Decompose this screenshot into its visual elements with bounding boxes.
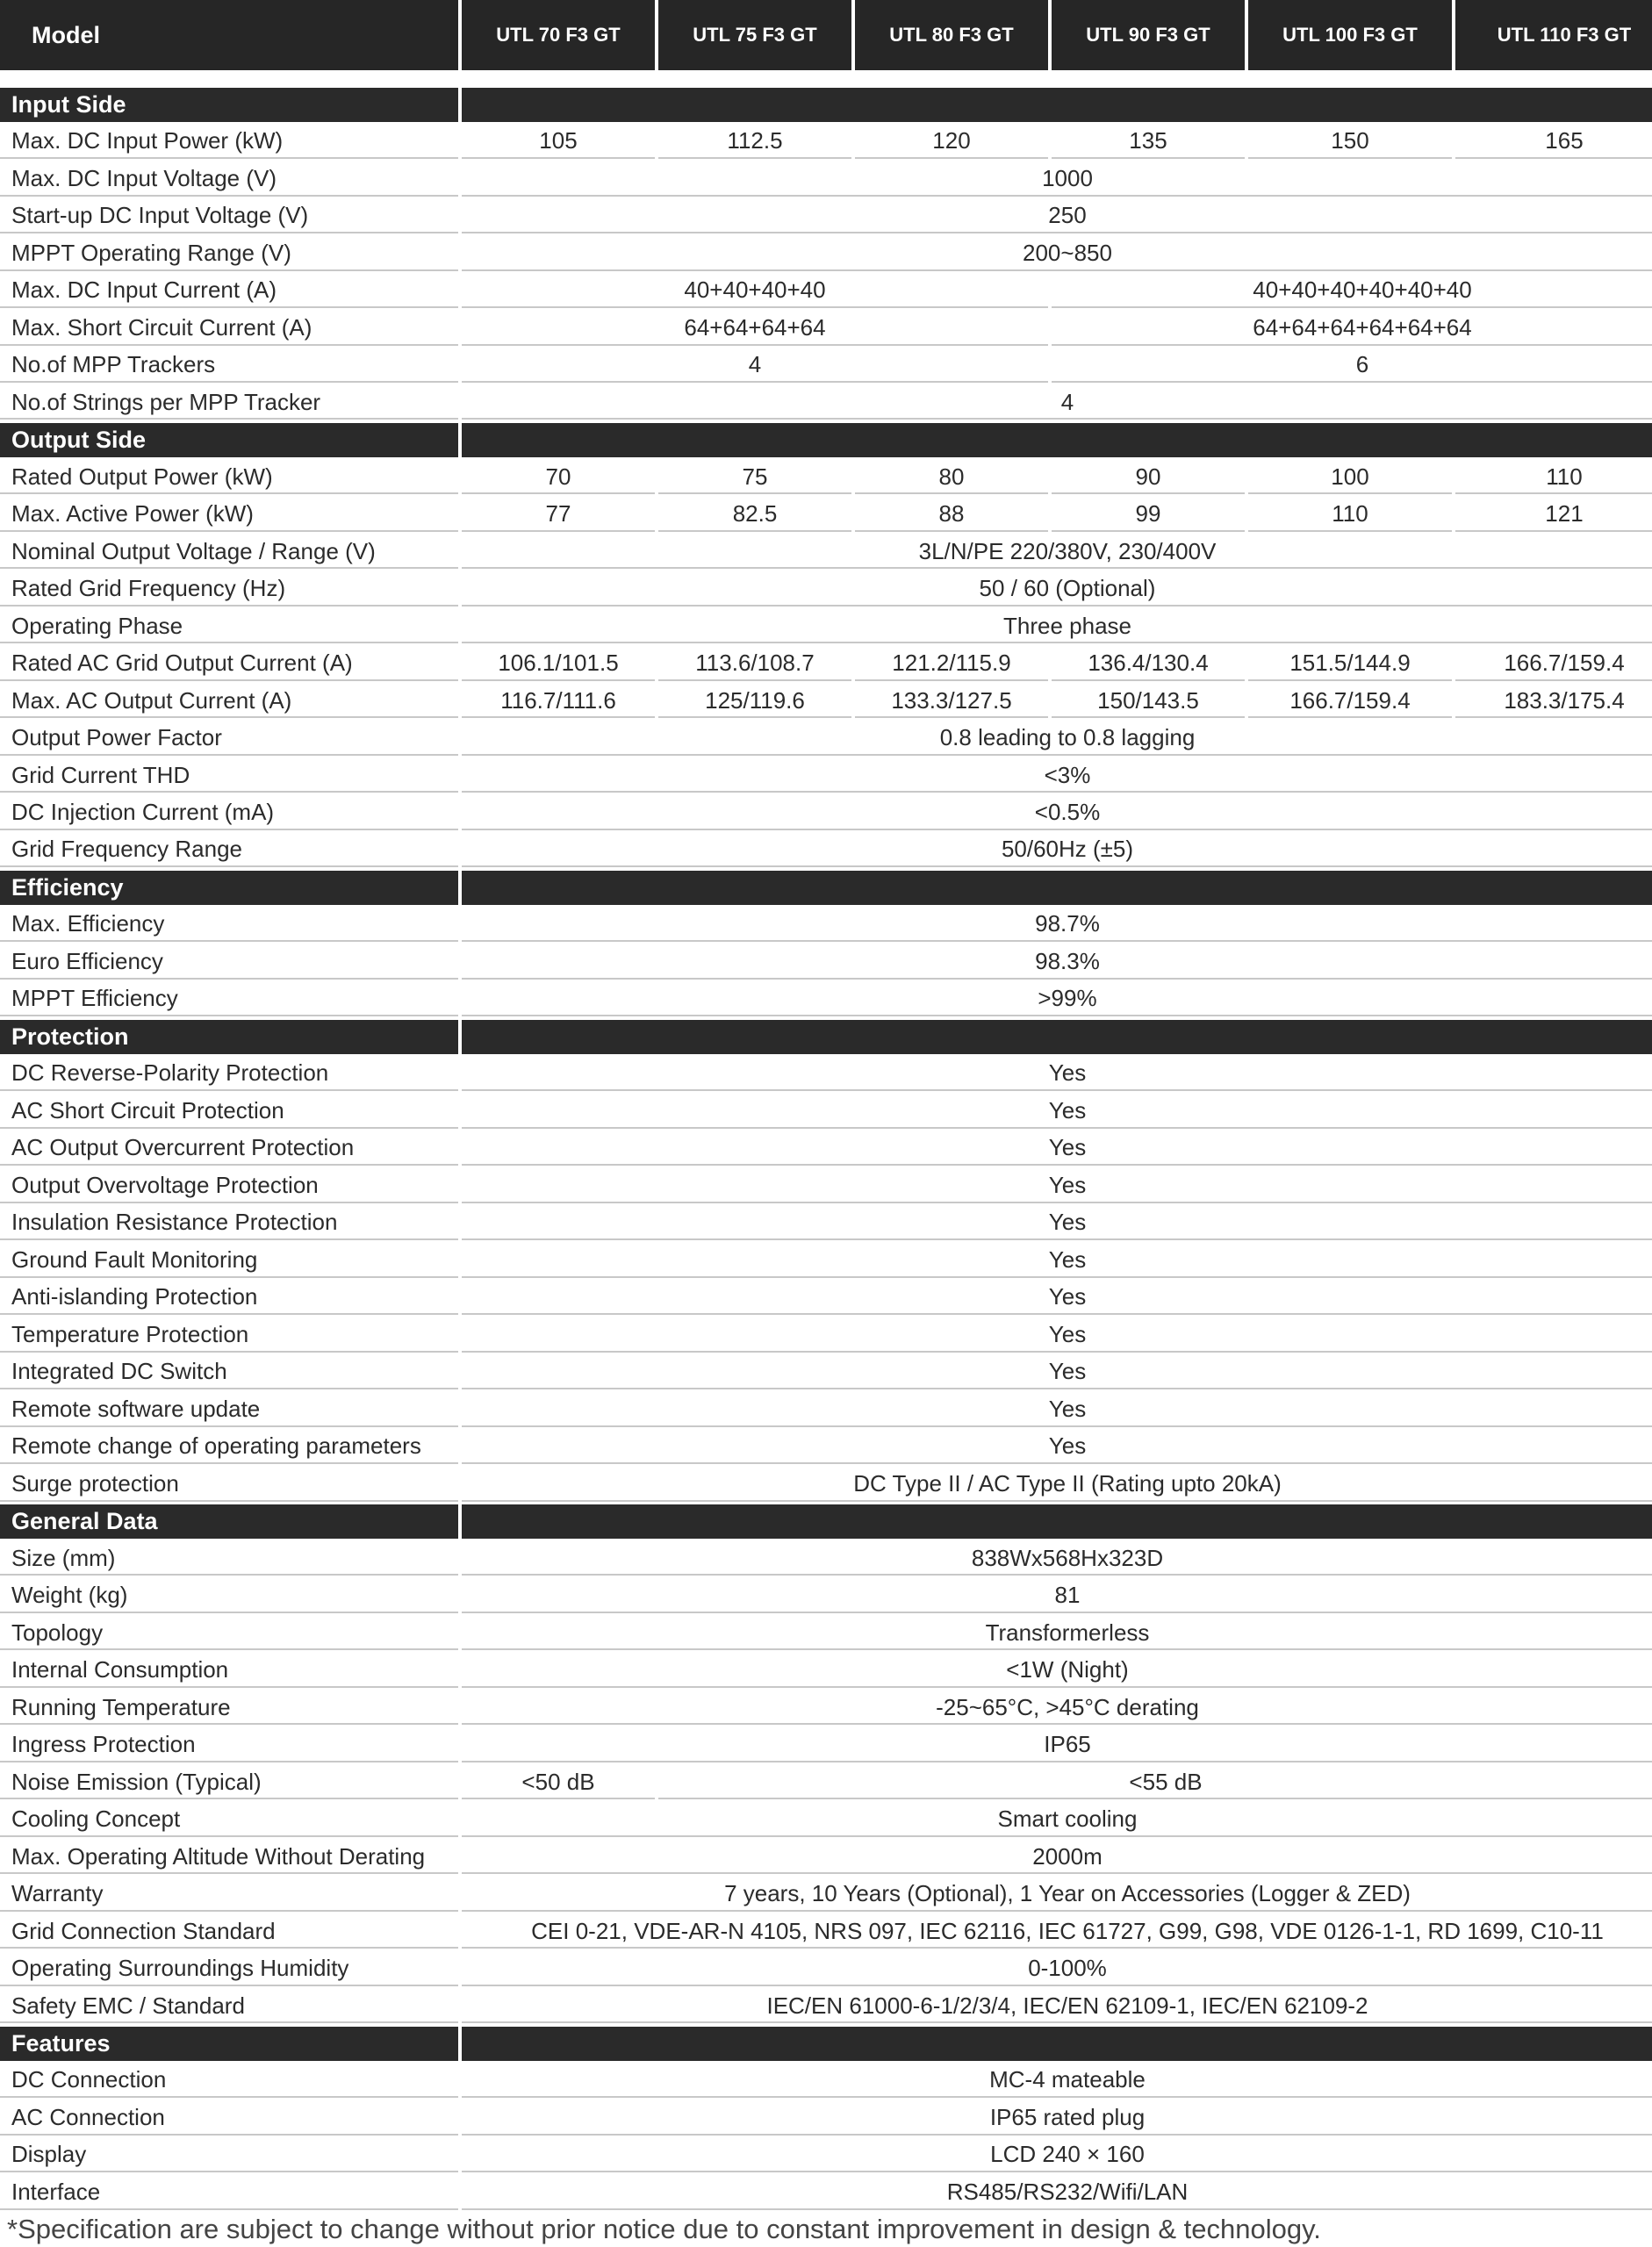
spec-value: RS485/RS232/Wifi/LAN xyxy=(462,2176,1652,2210)
section-bar xyxy=(462,1504,1652,1539)
spec-value: <3% xyxy=(462,759,1652,793)
spec-label: Max. Operating Altitude Without Derating xyxy=(0,1841,458,1875)
spec-label: Grid Connection Standard xyxy=(0,1915,458,1949)
spec-row xyxy=(0,685,1652,719)
spec-value: 4 xyxy=(462,348,1048,383)
spec-label: Remote software update xyxy=(0,1393,458,1427)
model-name: UTL 75 F3 GT xyxy=(658,0,851,70)
spec-label: Remote change of operating parameters xyxy=(0,1430,458,1464)
spec-value: 120 xyxy=(855,125,1048,159)
section-bar xyxy=(462,423,1652,457)
spec-row xyxy=(0,2139,1652,2173)
spec-value: 200~850 xyxy=(462,237,1652,271)
spec-label: Size (mm) xyxy=(0,1542,458,1576)
spec-row xyxy=(0,1132,1652,1167)
spec-label: Output Overvoltage Protection xyxy=(0,1169,458,1203)
spec-label: No.of MPP Trackers xyxy=(0,348,458,383)
spec-value: 50/60Hz (±5) xyxy=(462,834,1652,868)
spec-value: Yes xyxy=(462,1281,1652,1316)
model-header-label: Model xyxy=(0,0,458,70)
spec-label: AC Connection xyxy=(0,2101,458,2136)
spec-row xyxy=(0,386,1652,420)
spec-value: 183.3/175.4 xyxy=(1455,685,1652,719)
section-title: Protection xyxy=(0,1020,458,1054)
spec-value: 838Wx568Hx323D xyxy=(462,1542,1652,1576)
spec-value: 250 xyxy=(462,199,1652,233)
spec-value: 105 xyxy=(462,125,655,159)
spec-table xyxy=(0,88,1652,2210)
spec-value: Yes xyxy=(462,1169,1652,1203)
spec-value: 116.7/111.6 xyxy=(462,685,655,719)
spec-value: 151.5/144.9 xyxy=(1248,647,1452,681)
spec-row xyxy=(0,1877,1652,1912)
model-name: UTL 90 F3 GT xyxy=(1052,0,1245,70)
spec-row xyxy=(0,125,1652,159)
spec-label: AC Short Circuit Protection xyxy=(0,1095,458,1129)
spec-row xyxy=(0,759,1652,793)
spec-value: <50 dB xyxy=(462,1766,655,1800)
spec-label: MPPT Operating Range (V) xyxy=(0,237,458,271)
spec-value: 88 xyxy=(855,498,1048,532)
spec-label: DC Injection Current (mA) xyxy=(0,796,458,830)
section-header-row xyxy=(0,423,1652,457)
spec-label: Display xyxy=(0,2139,458,2173)
spec-label: Max. DC Input Current (A) xyxy=(0,274,458,308)
spec-value: 0.8 leading to 0.8 lagging xyxy=(462,721,1652,756)
spec-value: 150 xyxy=(1248,125,1452,159)
spec-row xyxy=(0,1654,1652,1688)
spec-row xyxy=(0,2176,1652,2210)
spec-value: 121 xyxy=(1455,498,1652,532)
spec-label: Anti-islanding Protection xyxy=(0,1281,458,1316)
spec-row xyxy=(0,834,1652,868)
spec-row xyxy=(0,647,1652,681)
spec-value: -25~65°C, >45°C derating xyxy=(462,1691,1652,1726)
spec-value: Yes xyxy=(462,1058,1652,1092)
spec-row xyxy=(0,1691,1652,1726)
model-name: UTL 110 F3 GT xyxy=(1455,0,1652,70)
section-bar xyxy=(462,88,1652,122)
spec-label: Euro Efficiency xyxy=(0,945,458,980)
spec-value: 82.5 xyxy=(658,498,851,532)
spec-label: Max. AC Output Current (A) xyxy=(0,685,458,719)
model-header xyxy=(0,0,1652,70)
spec-row xyxy=(0,535,1652,570)
section-title: Input Side xyxy=(0,88,458,122)
spec-row xyxy=(0,908,1652,943)
spec-label: Cooling Concept xyxy=(0,1803,458,1837)
spec-value: Yes xyxy=(462,1393,1652,1427)
spec-value: 70 xyxy=(462,461,655,495)
spec-value: 106.1/101.5 xyxy=(462,647,655,681)
spec-value: Yes xyxy=(462,1095,1652,1129)
spec-value: <1W (Night) xyxy=(462,1654,1652,1688)
spec-row xyxy=(0,945,1652,980)
section-header-row xyxy=(0,871,1652,905)
spec-value: 135 xyxy=(1052,125,1245,159)
spec-row xyxy=(0,348,1652,383)
spec-label: Ingress Protection xyxy=(0,1728,458,1762)
spec-row xyxy=(0,1244,1652,1278)
section-bar xyxy=(462,1020,1652,1054)
spec-value: 112.5 xyxy=(658,125,851,159)
spec-row xyxy=(0,1355,1652,1389)
spec-value: Yes xyxy=(462,1132,1652,1167)
model-name: UTL 80 F3 GT xyxy=(855,0,1048,70)
spec-row xyxy=(0,2064,1652,2099)
spec-label: Weight (kg) xyxy=(0,1579,458,1613)
spec-value: Smart cooling xyxy=(462,1803,1652,1837)
spec-row xyxy=(0,1430,1652,1464)
spec-label: Max. Efficiency xyxy=(0,908,458,943)
spec-label: Max. Active Power (kW) xyxy=(0,498,458,532)
spec-value: IEC/EN 61000-6-1/2/3/4, IEC/EN 62109-1, IEC/EN 62109-2 xyxy=(462,1990,1652,2024)
section-title: Efficiency xyxy=(0,871,458,905)
spec-row xyxy=(0,1058,1652,1092)
spec-value: 165 xyxy=(1455,125,1652,159)
spec-row xyxy=(0,237,1652,271)
spec-value: 98.7% xyxy=(462,908,1652,943)
spec-row xyxy=(0,1207,1652,1241)
spec-value: IP65 rated plug xyxy=(462,2101,1652,2136)
spec-value: Yes xyxy=(462,1318,1652,1353)
spec-label: Safety EMC / Standard xyxy=(0,1990,458,2024)
spec-label: Grid Frequency Range xyxy=(0,834,458,868)
spec-value: 100 xyxy=(1248,461,1452,495)
spec-value: <0.5% xyxy=(462,796,1652,830)
spec-row xyxy=(0,572,1652,607)
spec-value: 50 / 60 (Optional) xyxy=(462,572,1652,607)
spec-row xyxy=(0,461,1652,495)
spec-row xyxy=(0,1915,1652,1949)
spec-label: Operating Phase xyxy=(0,610,458,644)
section-header-row xyxy=(0,1020,1652,1054)
spec-value: 110 xyxy=(1455,461,1652,495)
spec-label: Interface xyxy=(0,2176,458,2210)
spec-row xyxy=(0,1990,1652,2024)
spec-label: Start-up DC Input Voltage (V) xyxy=(0,199,458,233)
spec-label: Rated Output Power (kW) xyxy=(0,461,458,495)
spec-label: Integrated DC Switch xyxy=(0,1355,458,1389)
section-bar xyxy=(462,2027,1652,2061)
spec-value: LCD 240 × 160 xyxy=(462,2139,1652,2173)
spec-value: Yes xyxy=(462,1244,1652,1278)
spec-label: Max. DC Input Voltage (V) xyxy=(0,162,458,197)
spec-row xyxy=(0,796,1652,830)
spec-label: DC Connection xyxy=(0,2064,458,2099)
spec-value: 1000 xyxy=(462,162,1652,197)
spec-value: Three phase xyxy=(462,610,1652,644)
section-header-row xyxy=(0,2027,1652,2061)
spec-label: Internal Consumption xyxy=(0,1654,458,1688)
spec-value: 6 xyxy=(1052,348,1652,383)
spec-value: 81 xyxy=(462,1579,1652,1613)
spec-label: Operating Surroundings Humidity xyxy=(0,1952,458,1986)
spec-label: DC Reverse-Polarity Protection xyxy=(0,1058,458,1092)
spec-row xyxy=(0,199,1652,233)
disclaimer-note: *Specification are subject to change without prior notice due to constant improvement in design & technology. xyxy=(7,2214,1321,2244)
spec-label: Topology xyxy=(0,1617,458,1651)
spec-value: IP65 xyxy=(462,1728,1652,1762)
spec-row xyxy=(0,1542,1652,1576)
spec-row xyxy=(0,1281,1652,1316)
spec-value: DC Type II / AC Type II (Rating upto 20kA) xyxy=(462,1468,1652,1502)
spec-label: Warranty xyxy=(0,1877,458,1912)
spec-row xyxy=(0,1728,1652,1762)
spec-value: 121.2/115.9 xyxy=(855,647,1048,681)
spec-value: Yes xyxy=(462,1430,1652,1464)
spec-row xyxy=(0,721,1652,756)
spec-value: 136.4/130.4 xyxy=(1052,647,1245,681)
spec-row xyxy=(0,1841,1652,1875)
spec-value: MC-4 mateable xyxy=(462,2064,1652,2099)
spec-value: 0-100% xyxy=(462,1952,1652,1986)
spec-value: 166.7/159.4 xyxy=(1455,647,1652,681)
spec-row xyxy=(0,1393,1652,1427)
spec-row xyxy=(0,1579,1652,1613)
spec-value: <55 dB xyxy=(658,1766,1652,1800)
spec-value: 150/143.5 xyxy=(1052,685,1245,719)
spec-label: Rated Grid Frequency (Hz) xyxy=(0,572,458,607)
spec-label: Nominal Output Voltage / Range (V) xyxy=(0,535,458,570)
spec-row xyxy=(0,1617,1652,1651)
spec-label: Grid Current THD xyxy=(0,759,458,793)
spec-value: >99% xyxy=(462,983,1652,1017)
spec-label: Noise Emission (Typical) xyxy=(0,1766,458,1800)
spec-value: 166.7/159.4 xyxy=(1248,685,1452,719)
model-name: UTL 100 F3 GT xyxy=(1248,0,1452,70)
spec-row xyxy=(0,1318,1652,1353)
spec-value: CEI 0-21, VDE-AR-N 4105, NRS 097, IEC 62116, IEC 61727, G99, G98, VDE 0126-1-1, RD 1699, C10-11 xyxy=(462,1915,1652,1949)
spec-label: Ground Fault Monitoring xyxy=(0,1244,458,1278)
spec-value: 113.6/108.7 xyxy=(658,647,851,681)
model-name: UTL 70 F3 GT xyxy=(462,0,655,70)
spec-label: Rated AC Grid Output Current (A) xyxy=(0,647,458,681)
spec-row xyxy=(0,1468,1652,1502)
spec-label: Temperature Protection xyxy=(0,1318,458,1353)
section-title: General Data xyxy=(0,1504,458,1539)
spec-value: 99 xyxy=(1052,498,1245,532)
spec-value: 98.3% xyxy=(462,945,1652,980)
section-header-row xyxy=(0,88,1652,122)
spec-label: Max. DC Input Power (kW) xyxy=(0,125,458,159)
spec-value: 40+40+40+40 xyxy=(462,274,1048,308)
spec-value: 3L/N/PE 220/380V, 230/400V xyxy=(462,535,1652,570)
spec-value: 75 xyxy=(658,461,851,495)
section-bar xyxy=(462,871,1652,905)
spec-row xyxy=(0,1803,1652,1837)
spec-value: Yes xyxy=(462,1355,1652,1389)
spec-row xyxy=(0,1169,1652,1203)
spec-row xyxy=(0,1766,1652,1800)
spec-label: Output Power Factor xyxy=(0,721,458,756)
spec-label: Max. Short Circuit Current (A) xyxy=(0,312,458,346)
spec-row xyxy=(0,162,1652,197)
spec-value: 77 xyxy=(462,498,655,532)
spec-label: Surge protection xyxy=(0,1468,458,1502)
spec-value: Transformerless xyxy=(462,1617,1652,1651)
spec-value: 40+40+40+40+40+40 xyxy=(1052,274,1652,308)
spec-label: MPPT Efficiency xyxy=(0,983,458,1017)
spec-value: 110 xyxy=(1248,498,1452,532)
spec-value: 4 xyxy=(462,386,1652,420)
spec-value: 90 xyxy=(1052,461,1245,495)
spec-row xyxy=(0,2101,1652,2136)
spec-row xyxy=(0,610,1652,644)
spec-value: 64+64+64+64 xyxy=(462,312,1048,346)
spec-value: 80 xyxy=(855,461,1048,495)
spec-label: AC Output Overcurrent Protection xyxy=(0,1132,458,1167)
spec-label: No.of Strings per MPP Tracker xyxy=(0,386,458,420)
spec-row xyxy=(0,1952,1652,1986)
spec-value: 2000m xyxy=(462,1841,1652,1875)
spec-value: 64+64+64+64+64+64 xyxy=(1052,312,1652,346)
section-title: Features xyxy=(0,2027,458,2061)
spec-row xyxy=(0,498,1652,532)
spec-label: Insulation Resistance Protection xyxy=(0,1207,458,1241)
section-header-row xyxy=(0,1504,1652,1539)
spec-value: 125/119.6 xyxy=(658,685,851,719)
spec-row xyxy=(0,983,1652,1017)
spec-value: 7 years, 10 Years (Optional), 1 Year on Accessories (Logger & ZED) xyxy=(462,1877,1652,1912)
spec-row xyxy=(0,274,1652,308)
spec-row xyxy=(0,1095,1652,1129)
spec-value: 133.3/127.5 xyxy=(855,685,1048,719)
section-title: Output Side xyxy=(0,423,458,457)
spec-value: Yes xyxy=(462,1207,1652,1241)
spec-label: Running Temperature xyxy=(0,1691,458,1726)
spec-row xyxy=(0,312,1652,346)
